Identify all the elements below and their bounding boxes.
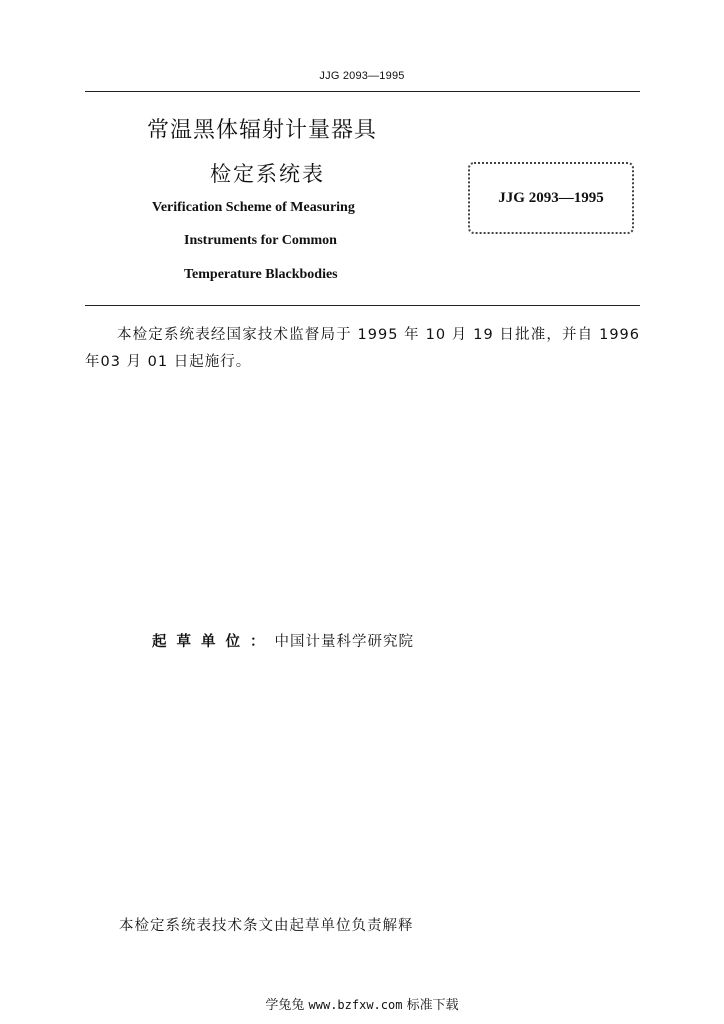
approval-statement: 本检定系统表经国家技术监督局于 1995 年 10 月 19 日批准，并自 1996 年03 月 01 日起施行。 bbox=[85, 327, 640, 370]
header-rule bbox=[85, 91, 640, 92]
footer-tagline: 标准下载 bbox=[406, 998, 459, 1013]
drafting-unit-label: 起草单位： bbox=[152, 634, 275, 650]
title-english-line-1: Verification Scheme of Measuring bbox=[152, 200, 355, 215]
footer-watermark bbox=[0, 994, 724, 1013]
header-standard-code: JJG 2093—1995 bbox=[319, 70, 405, 82]
title-chinese-line-1: 常温黑体辐射计量器具 bbox=[147, 118, 378, 143]
title-english-line-3: Temperature Blackbodies bbox=[184, 267, 338, 282]
drafting-unit-value: 中国计量科学研究院 bbox=[274, 634, 414, 650]
standard-code-box-label: JJG 2093—1995 bbox=[498, 190, 604, 206]
title-chinese-line-2: 检定系统表 bbox=[210, 162, 325, 186]
footer-url[interactable]: www.bzfxw.com bbox=[308, 998, 403, 1012]
footer-site-name: 学兔兔 bbox=[265, 998, 305, 1013]
title-rule bbox=[85, 305, 640, 306]
drafting-unit-row bbox=[152, 630, 414, 651]
title-english-line-2: Instruments for Common bbox=[184, 233, 337, 248]
interpretation-note: 本检定系统表技术条文由起草单位负责解释 bbox=[119, 918, 414, 934]
